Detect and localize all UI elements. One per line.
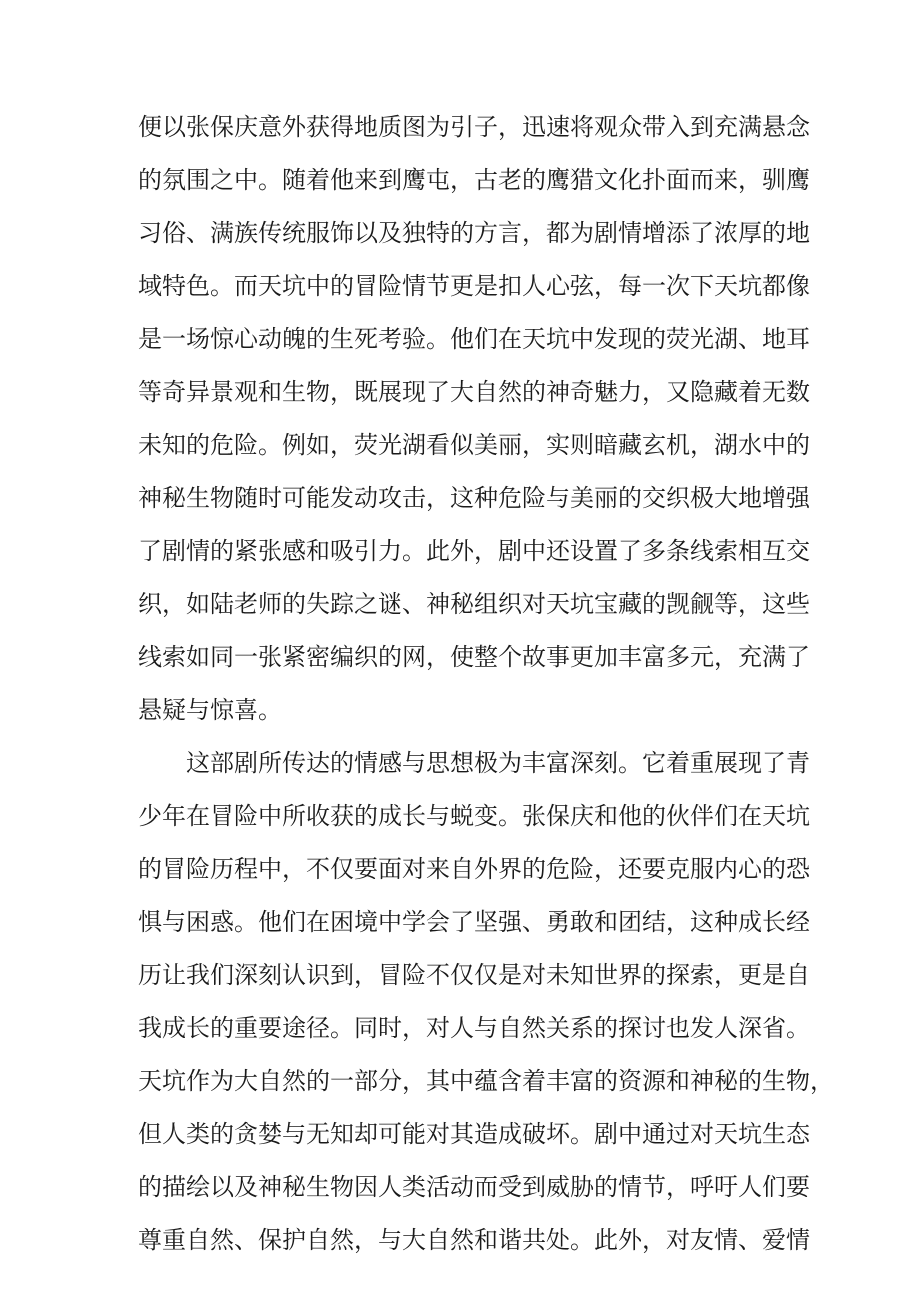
paragraph-2-line-9: 的描绘以及神秘生物因人类活动而受到威胁的情节，呼吁人们要 [138,1173,810,1201]
paragraph-2-line-6: 我成长的重要途径。同时，对人与自然关系的探讨也发人深省。 [138,1014,810,1042]
paragraph-1-line-5: 是一场惊心动魄的生死考验。他们在天坑中发现的荧光湖、地耳 [138,325,810,353]
paragraph-1-line-10: 织，如陆老师的失踪之谜、神秘组织对天坑宝藏的觊觎等，这些 [138,590,810,618]
paragraph-2-line-1: 这部剧所传达的情感与思想极为丰富深刻。它着重展现了青 [186,749,810,777]
paragraph-1-line-1: 便以张保庆意外获得地质图为引子，迅速将观众带入到充满悬念 [138,113,810,141]
paragraph-2-line-3: 的冒险历程中，不仅要面对来自外界的危险，还要克服内心的恐 [138,855,810,883]
paragraph-1-line-2: 的氛围之中。随着他来到鹰屯，古老的鹰猎文化扑面而来，驯鹰 [138,166,810,194]
paragraph-2-line-8: 但人类的贪婪与无知却可能对其造成破坏。剧中通过对天坑生态 [138,1120,810,1148]
paragraph-2-line-5: 历让我们深刻认识到，冒险不仅仅是对未知世界的探索，更是自 [138,961,810,989]
paragraph-1-line-12: 悬疑与惊喜。 [138,696,282,724]
paragraph-2-line-7: 天坑作为大自然的一部分，其中蕴含着丰富的资源和神秘的生物， [138,1067,834,1095]
paragraph-2-line-4: 惧与困惑。他们在困境中学会了坚强、勇敢和团结，这种成长经 [138,908,810,936]
paragraph-1-line-3: 习俗、满族传统服饰以及独特的方言，都为剧情增添了浓厚的地 [138,219,810,247]
paragraph-1-line-9: 了剧情的紧张感和吸引力。此外，剧中还设置了多条线索相互交 [138,537,810,565]
paragraph-1-line-11: 线索如同一张紧密编织的网，使整个故事更加丰富多元，充满了 [138,643,810,671]
paragraph-1-line-4: 域特色。而天坑中的冒险情节更是扣人心弦，每一次下天坑都像 [138,272,810,300]
paragraph-1-line-6: 等奇异景观和生物，既展现了大自然的神奇魅力，又隐藏着无数 [138,378,810,406]
paragraph-2-line-10: 尊重自然、保护自然，与大自然和谐共处。此外，对友情、爱情 [138,1226,810,1254]
paragraph-1-line-8: 神秘生物随时可能发动攻击，这种危险与美丽的交织极大地增强 [138,484,810,512]
paragraph-1-line-7: 未知的危险。例如，荧光湖看似美丽，实则暗藏玄机，湖水中的 [138,431,810,459]
paragraph-2-line-2: 少年在冒险中所收获的成长与蜕变。张保庆和他的伙伴们在天坑 [138,802,810,830]
